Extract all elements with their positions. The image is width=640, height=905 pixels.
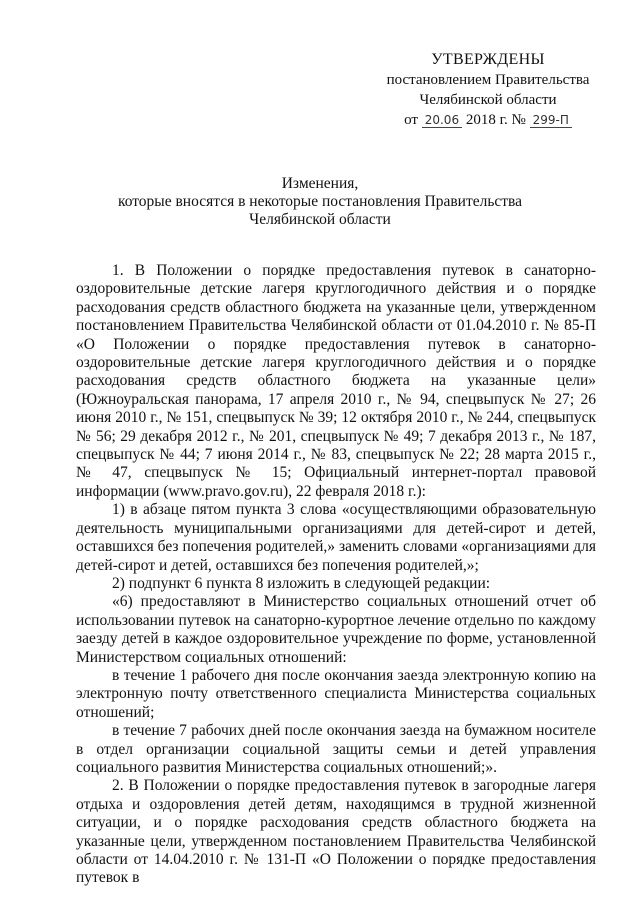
paragraph-1: 1. В Положении о порядке предоставления путевок в санаторно-оздоровительные детские лагеря круглогодичного действия и о порядке расходования средств областного бюджета на указанные цели, утвержденном постановлением Правительства Челябинской области от 01.04.2010 г. № 85-П «О Положении о порядке предоставления путевок в санаторно-оздоровительные детские лагеря круглогодичного действия и о порядке расходования средств областного бюджета на указанные цели» (Южноуральская панорама, 17 апреля 2010 г., № 94, спецвыпуск № 27; 26 июня 2010 г., № 151, спецвыпуск № 39; 12 октября 2010 г., № 244, спецвыпуск № 56; 29 декабря 2012 г., № 201, спецвыпуск № 49; 7 декабря 2013 г., № 187, спецвыпуск № 44; 7 июня 2014 г., № 83, спецвыпуск № 22; 28 марта 2015 г., № 47, спецвыпуск № 15; Официальный интернет-портал правовой информации (www.pravo.gov.ru), 22 февраля 2018 г.):: [76, 262, 596, 500]
heading-line-3: Челябинской области: [249, 211, 391, 228]
handwritten-date: 20.06: [422, 113, 462, 128]
approval-title: УТВЕРЖДЕНЫ: [431, 51, 545, 68]
heading-line-2: которые вносятся в некоторые постановления Правительства: [117, 193, 523, 210]
document-body: [76, 262, 596, 888]
approval-date-line: [378, 110, 598, 130]
document-heading: [76, 175, 564, 229]
paragraph-7: 2. В Положении о порядке предоставления путевок в загородные лагеря отдыха и оздоровления детей детям, находящимся в трудной жизненной ситуации, и о порядке расходования средств областного бюджета на указанные цели, утвержденном постановлением Правительства Челябинской области от 14.04.2010 г. № 131-П «О Положении о порядке предоставления путевок в: [76, 777, 596, 887]
paragraph-2: 1) в абзаце пятом пункта 3 слова «осуществляющими образовательную деятельность муниципальными организациями для детей-сирот и детей, оставшихся без попечения родителей,» заменить словами «организациями для детей-сирот и детей, оставшихся без попечения родителей,»;: [76, 501, 596, 574]
paragraph-3: 2) подпункт 6 пункта 8 изложить в следующей редакции:: [112, 574, 491, 592]
paragraph-5: в течение 1 рабочего дня после окончания заезда электронную копию на электронную почту ответственного специалиста Министерства социальных отношений;: [76, 666, 596, 721]
approval-stamp: [378, 50, 598, 130]
paragraph-6: в течение 7 рабочих дней после окончания заезда на бумажном носителе в отдел организации социальной защиты семьи и детей управления социального развития Министерства социальных отношений;».: [76, 722, 596, 776]
approval-line-2: Челябинской области: [419, 92, 557, 108]
paragraph-4: «6) предоставляют в Министерство социальных отношений отчет об использовании путевок на санаторно-курортное лечение отдельно по каждому заезду детей в каждое оздоровительное учреждение по форме, установленной Министерством социальных отношений:: [76, 593, 596, 666]
approval-line-1: постановлением Правительства: [386, 72, 590, 88]
heading-line-1: Изменения,: [281, 175, 359, 192]
handwritten-number: 299-П: [530, 113, 572, 128]
date-prefix: от: [404, 112, 418, 128]
date-middle: 2018 г. №: [465, 112, 526, 128]
